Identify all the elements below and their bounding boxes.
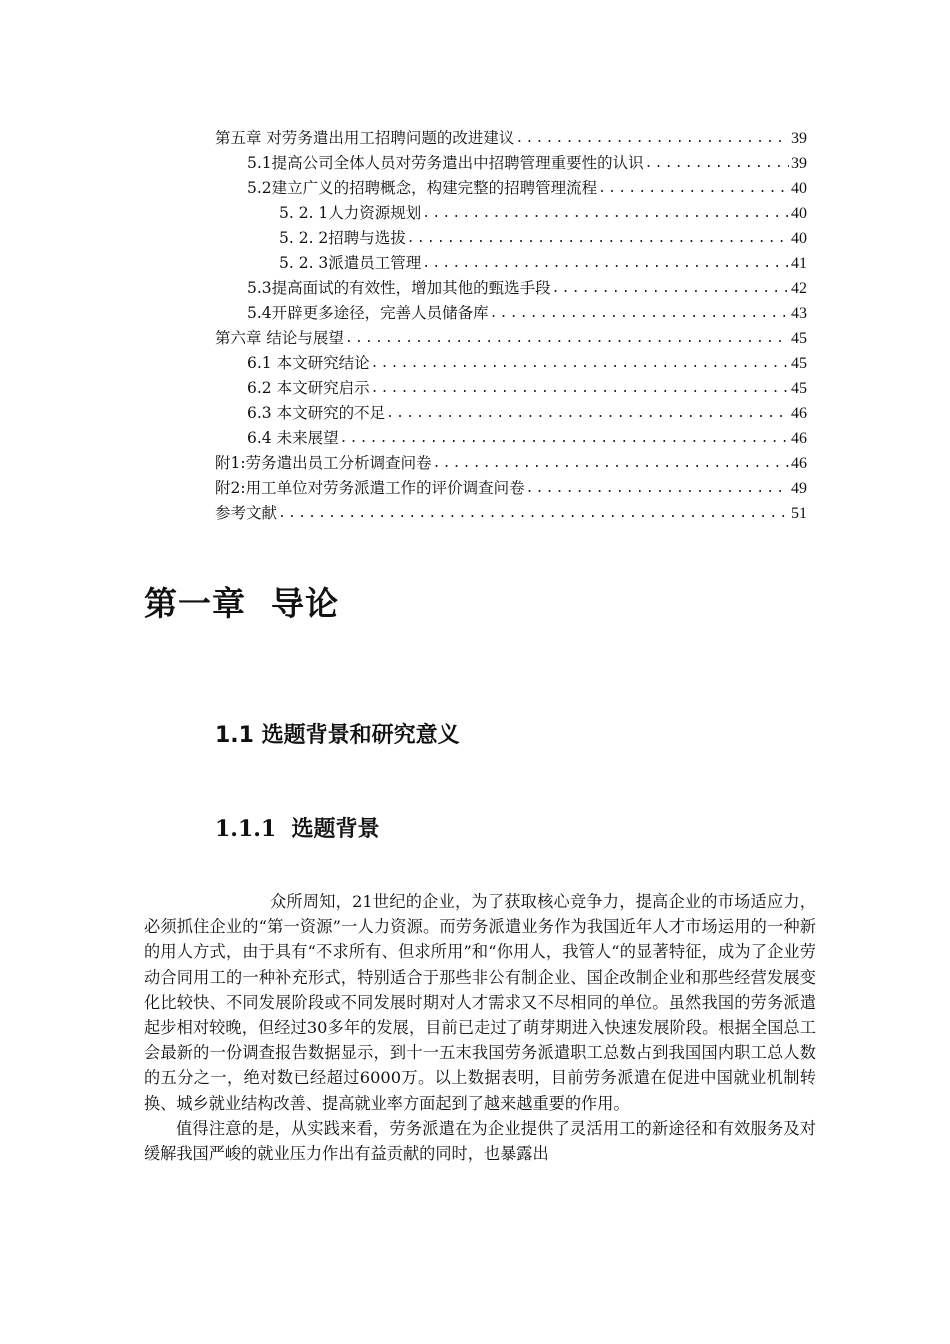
toc-entry[interactable] — [215, 401, 807, 426]
toc-entry-page: 40 — [791, 230, 807, 247]
toc-entry-title: 参考文献 — [215, 504, 278, 522]
toc-entry-title: 附2:用工单位对劳务派遣工作的评价调查问卷 — [215, 479, 525, 497]
toc-entry[interactable] — [215, 326, 807, 351]
toc-entry[interactable] — [215, 376, 807, 401]
toc-entry-page: 46 — [791, 455, 807, 472]
toc-entry[interactable] — [215, 476, 807, 501]
toc-entry-page: 42 — [791, 280, 807, 297]
toc-entry[interactable] — [215, 176, 807, 201]
body-text — [144, 889, 816, 1166]
toc-entry[interactable] — [215, 501, 807, 526]
toc-entry-title: 第五章 对劳务遣出用工招聘问题的改进建议 — [215, 129, 515, 147]
toc-leader-dots — [340, 426, 789, 451]
toc-leader-dots — [526, 476, 789, 501]
toc-entry-page: 45 — [791, 380, 807, 397]
toc-entry[interactable] — [215, 276, 807, 301]
chapter-title: 第一章 导论 — [144, 584, 339, 623]
toc-leader-dots — [645, 151, 789, 176]
toc-entry-title: 5.1提高公司全体人员对劳务遣出中招聘管理重要性的认识 — [247, 154, 644, 172]
toc-entry-title: 6.2 本文研究启示 — [247, 379, 370, 397]
toc-leader-dots — [278, 501, 789, 526]
toc-entry-title: 5. 2. 1人力资源规划 — [279, 204, 422, 222]
toc-entry-title: 5.4开辟更多途径，完善人员储备库 — [247, 304, 489, 322]
toc-leader-dots — [345, 326, 789, 351]
toc-entry-page: 46 — [791, 430, 807, 447]
toc-leader-dots — [552, 276, 789, 301]
toc-leader-dots — [371, 376, 789, 401]
paragraph: 值得注意的是，从实践来看，劳务派遣在为企业提供了灵活用工的新途径和有效服务及对缓解我国严峻的就业压力作出有益贡献的同时，也暴露出 — [144, 1118, 816, 1164]
toc-entry[interactable] — [215, 251, 807, 276]
paragraph: 众所周知，21世纪的企业，为了获取核心竞争力，提高企业的市场适应力，必须抓住企业的“第一资源”一人力资源。而劳务派遣业务作为我国近年人才市场运用的一种新的用人方式，由于具有“不求所有、但求所用”和“你用人，我管人“的显著特征，成为了企业劳动合同用工的一种补充形式，特别适合于那些非公有制企业、国企改制企业和那些经营发展变化比较快、不同发展阶段或不同发展时期对人才需求又不尽相同的单位。虽然我国的劳务派遣起步相对较晚，但经过30多年的发展，目前已走过了萌芽期进入快速发展阶段。根据全国总工会最新的一份调查报告数据显示，到十一五末我国劳务派遣职工总数占到我国国内职工总人数的五分之一，绝对数已经超过6000万。以上数据表明，目前劳务派遣在促进中国就业机制转换、城乡就业结构改善、提高就业率方面起到了越来越重要的作用。 — [144, 892, 816, 1113]
toc-entry-title: 5.3提高面试的有效性，增加其他的甄选手段 — [247, 279, 551, 297]
toc-entry[interactable] — [215, 151, 807, 176]
toc-entry-page: 39 — [791, 155, 807, 172]
toc-leader-dots — [490, 301, 789, 326]
toc-leader-dots — [598, 176, 789, 201]
toc-entry-page: 49 — [791, 480, 807, 497]
table-of-contents — [215, 126, 807, 526]
toc-entry-page: 45 — [791, 330, 807, 347]
toc-entry-page: 46 — [791, 405, 807, 422]
toc-entry[interactable] — [215, 451, 807, 476]
toc-leader-dots — [422, 201, 789, 226]
toc-leader-dots — [386, 401, 789, 426]
toc-entry[interactable] — [215, 426, 807, 451]
toc-entry-page: 39 — [791, 130, 807, 147]
toc-leader-dots — [422, 251, 789, 276]
toc-entry-title: 附1:劳务遣出员工分析调查问卷 — [215, 454, 432, 472]
toc-leader-dots — [407, 226, 789, 251]
toc-entry-page: 43 — [791, 305, 807, 322]
toc-leader-dots — [515, 126, 789, 151]
toc-entry-page: 51 — [791, 505, 807, 522]
toc-entry-title: 第六章 结论与展望 — [215, 329, 344, 347]
section-title: 1.1 选题背景和研究意义 — [215, 723, 460, 748]
toc-entry-title: 5.2建立广义的招聘概念，构建完整的招聘管理流程 — [247, 179, 598, 197]
toc-entry-page: 40 — [791, 180, 807, 197]
toc-entry[interactable] — [215, 201, 807, 226]
toc-entry[interactable] — [215, 351, 807, 376]
toc-entry[interactable] — [215, 301, 807, 326]
toc-entry-page: 40 — [791, 205, 807, 222]
toc-entry-title: 5. 2. 2招聘与选拔 — [279, 229, 406, 247]
toc-entry-title: 6.4 未来展望 — [247, 429, 339, 447]
toc-entry-page: 45 — [791, 355, 807, 372]
subsection-title: 1.1.1 选题背景 — [215, 816, 380, 842]
toc-entry[interactable] — [215, 126, 807, 151]
toc-entry-title: 6.3 本文研究的不足 — [247, 404, 386, 422]
toc-leader-dots — [371, 351, 789, 376]
toc-entry-title: 6.1 本文研究结论 — [247, 354, 370, 372]
toc-entry-page: 41 — [791, 255, 807, 272]
toc-leader-dots — [433, 451, 789, 476]
toc-entry[interactable] — [215, 226, 807, 251]
toc-entry-title: 5. 2. 3派遣员工管理 — [279, 254, 422, 272]
